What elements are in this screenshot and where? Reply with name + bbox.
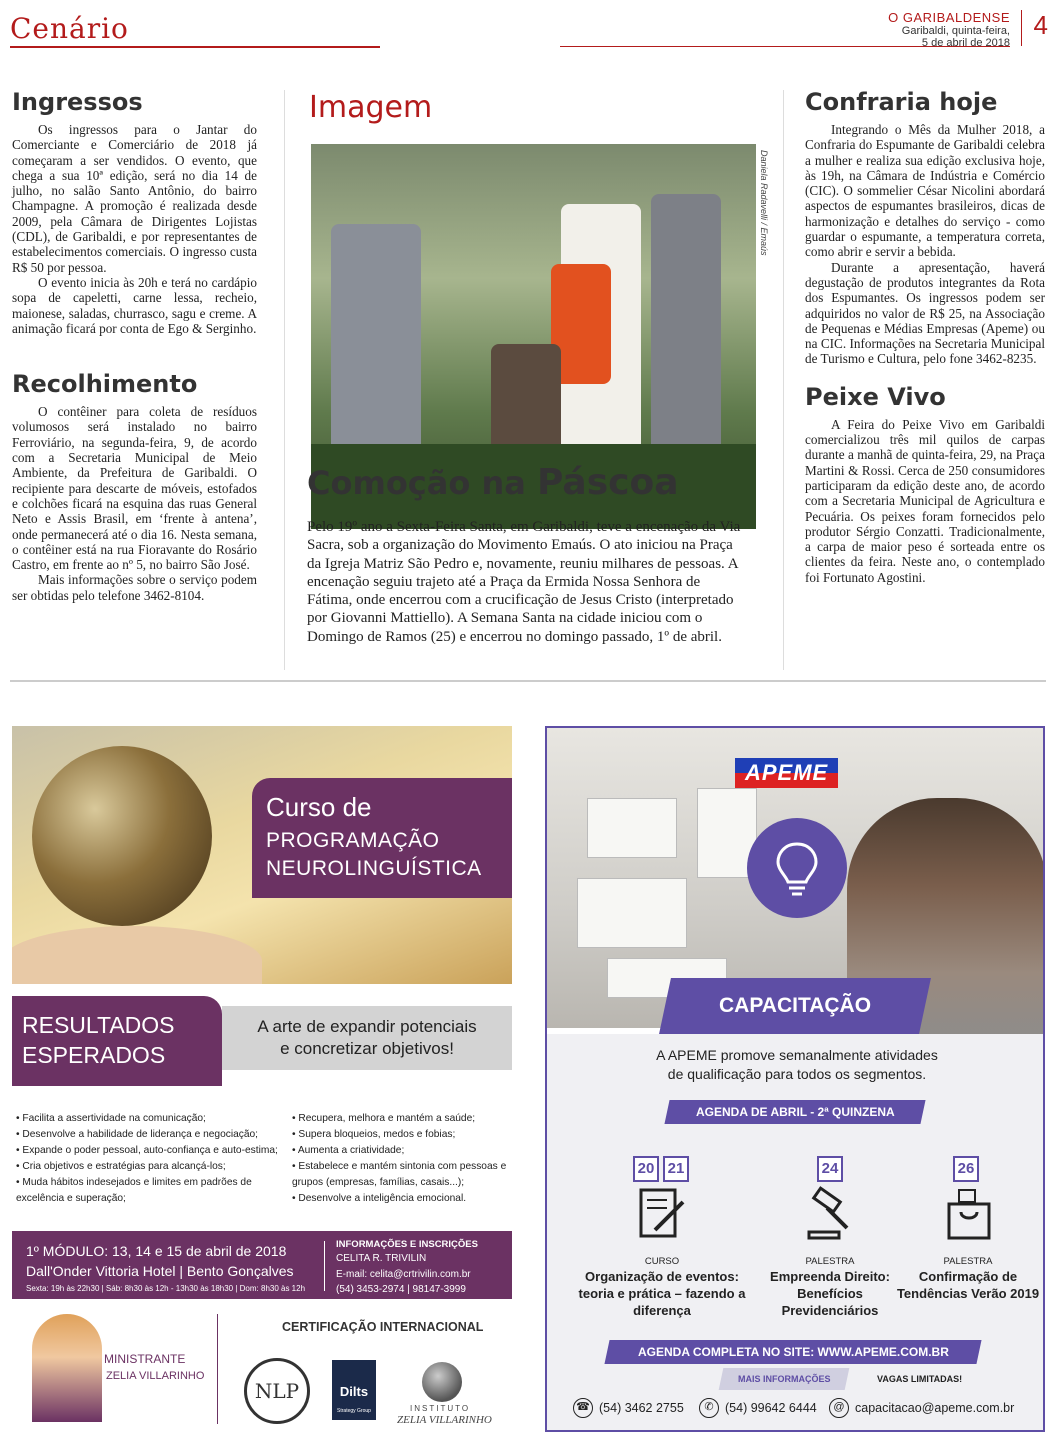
article-title-recolhimento: Recolhimento [12,370,198,399]
article-title-confraria: Confraria hoje [805,88,998,116]
pnl-course-ad [12,726,512,1432]
event-date: 24 [817,1156,843,1182]
paper-date: 5 de abril de 2018 [921,37,1010,49]
email-icon: @ [829,1398,849,1418]
section-title: Cenário [10,12,129,45]
promo-line: de qualificação para todos os segmentos. [667,1066,927,1082]
institute-label: INSTITUTO [410,1404,471,1413]
document-pen-icon [631,1184,691,1244]
agenda-banner [664,1100,925,1124]
module-schedule: Sexta: 19h às 22h30 | Sáb: 8h30 às 12h - 13h30 às 18h30 | Dom: 8h30 às 12h [26,1284,306,1293]
ad-content [547,1034,1043,1430]
page-number: 4 [1033,10,1048,40]
article-paragraph: A Feira do Peixe Vivo em Garibaldi comercializou três mil quilos de carpas durante a manhã de quinta-feira, 29, na Praça Martini & Rossi. Cerca de 250 consumidores participaram da edição deste ano, de acordo com a Secretaria Municipal de Agricultura e Pecuária. Os peixes foram fornecidos pelo produtor Sérgio Conzatti. Tradicionalmente, a carpa de maior peso é sorteada entre os clientes da feira. Neste ano, o contemplado foi Fortunato Agostini. [805,416,1045,585]
avatar [32,1314,102,1422]
middle-column [284,90,784,670]
seal-text: NLP [254,1379,300,1403]
apeme-ad [545,726,1045,1432]
list-item: • Desenvolve a inteligência emocional. [292,1191,512,1207]
info-heading: INFORMAÇÕES E INSCRIÇÕES [336,1239,478,1250]
more-info-text: MAIS INFORMAÇÕES [737,1374,831,1384]
certification-label: CERTIFICAÇÃO INTERNACIONAL [282,1320,484,1334]
contact-whatsapp[interactable] [699,1398,817,1418]
photo-figure-soldier-left [331,224,421,454]
dilts-name: Dilts [339,1384,369,1399]
info-email: E-mail: celita@crtrivilin.com.br [336,1269,471,1280]
banner-text: CAPACITAÇÃO [718,994,872,1017]
minister-label: MINISTRANTE [104,1352,186,1366]
list-item: • Supera bloqueios, medos e fobias; [292,1127,512,1143]
module-venue: Dall'Onder Vittoria Hotel | Bento Gonçalves [26,1263,294,1279]
whatsapp-icon: ✆ [699,1398,719,1418]
list-item: • Facilita a assertividade na comunicação; [16,1111,286,1127]
event-title: Confirmação de Tendências Verão 2019 [896,1269,1040,1301]
event-type: PALESTRA [943,1256,993,1267]
page-divider [10,680,1046,682]
ad-hero-image [12,726,512,984]
module-dates: 1º MÓDULO: 13, 14 e 15 de abril de 2018 [26,1243,287,1259]
info-phone: (54) 3453-2974 | 98147-3999 [336,1284,466,1295]
article-paragraph: Mais informações sobre o serviço podem ser obtidas pelo telefone 3462-8104. [12,572,257,603]
left-column [12,88,257,603]
slogan-box [222,1006,512,1070]
promo-text [587,1046,1007,1084]
list-item: • Recupera, melhora e mantém a saúde; [292,1111,512,1127]
minister-name: ZELIA VILLARINHO [106,1370,205,1382]
photo-figure-soldier-right [651,194,721,454]
contact-phone[interactable] [573,1398,684,1418]
photo-credit: Daniela Radavelli / Emaús [759,150,769,256]
capacitacao-banner [659,978,931,1034]
institute-logo-icon [422,1362,462,1402]
email-text: capacitacao@apeme.com.br [855,1401,1015,1415]
phone-text: (54) 3462 2755 [599,1401,684,1415]
dilts-subtitle: Strategy Group [337,1408,371,1414]
module-info-bar [12,1231,512,1299]
whatsapp-text: (54) 99642 6444 [725,1401,817,1415]
list-item: • Expande o poder pessoal, auto-confiança e auto-estima; [16,1143,286,1159]
imagem-section-title: Imagem [309,90,433,125]
article-body: Pelo 19º ano a Sexta-Feira Santa, em Garibaldi, teve a encenação da Via Sacra, sob a organização do Movimento Emaús. O ato iniciou na Praça da Igreja Matriz São Pedro e, novamente, reuniu milhares de pessoas. A encenação seguiu trajeto até a Praça da Ermida Nossa Senhora de Fátima, onde encerrou com a crucificação de Jesus Cristo (interpretado por Giovanni Mattiello). A Semana Santa na cidade iniciou com o Domingo de Ramos (25) e encerrou no domingo passado, 1º de abril. [307,519,741,645]
photo-figure-kneeling [491,344,561,454]
results-box [12,996,222,1086]
results-line: RESULTADOS [22,1012,175,1038]
site-text: AGENDA COMPLETA NO SITE: WWW.APEME.COM.BR [637,1345,949,1359]
benefits-list-right [292,1111,512,1207]
event-date: 20 [633,1156,659,1182]
limited-spots: VAGAS LIMITADAS! [877,1374,963,1384]
list-item: • Estabelece e mantém sintonia com pessoas e grupos (empresas, famílias, casais...); [292,1159,512,1191]
globe-icon [32,746,212,926]
page-number-divider [1021,10,1022,46]
article-title-ingressos: Ingressos [12,88,143,116]
phone-icon: ☎ [573,1398,593,1418]
results-line: ESPERADOS [22,1042,166,1068]
footer-divider [217,1314,218,1424]
article-paragraph: Os ingressos para o Jantar do Comerciante e Comerciário de 2018 já começaram a ser vendidos. O evento, que chega a sua 10ª edição, será no dia 14 de julho, no salão Santo Antônio, do bairro Champagne. A promoção é realizada desde 2009, pela Câmara de Dirigentes Lojistas (CDL), de Garibaldi, e por representantes de estabelecimentos comerciais. O ingresso custa R$ 50 por pessoa. [12,122,257,275]
article-title-peixe-vivo: Peixe Vivo [805,382,946,411]
list-item: • Desenvolve a habilidade de liderança e negociação; [16,1127,286,1143]
apeme-logo: APEME [735,758,838,788]
site-banner[interactable] [604,1340,981,1364]
more-info-badge [719,1368,850,1390]
event-date: 21 [663,1156,689,1182]
slogan-line: e concretizar objetivos! [280,1039,454,1058]
event-date: 26 [953,1156,979,1182]
module-divider [324,1241,325,1291]
course-title-box [252,778,512,898]
event-title: Organização de eventos: teoria e prática – fazendo a diferença [578,1269,746,1318]
list-item: • Aumenta a criatividade; [292,1143,512,1159]
paper-name: O GARIBALDENSE [888,10,1010,25]
ad-footer [12,1304,512,1432]
course-title-line: NEUROLINGUÍSTICA [266,857,482,880]
list-item: • Cria objetivos e estratégias para alcançá-los; [16,1159,286,1175]
article-paragraph: Integrando o Mês da Mulher 2018, a Confraria do Espumante de Garibaldi celebra a mulher e realiza sua edição exclusiva hoje, às 19h, na Câmara de Indústria e Comércio (CIC). O sommelier César Nicolini abordará aspectos de espumantes brasileiros, dicas de harmonização e detalhes do serviço - como guardar o espumante, a temperatura correta, como abrir e servir a bebida. [805,122,1045,260]
info-contact-name: CELITA R. TRIVILIN [336,1253,427,1264]
event-type: CURSO [644,1256,680,1267]
paper-info [888,10,1010,49]
course-title-line: Curso de [266,792,372,822]
headline: Comoção na Páscoa [307,462,679,503]
hand-image [12,926,262,984]
right-column [805,88,1045,585]
institute-name: ZELIA VILLARINHO [397,1414,492,1426]
slogan-line: A arte de expandir potenciais [257,1017,477,1036]
agenda-text: AGENDA DE ABRIL - 2ª QUINZENA [695,1105,895,1119]
masthead-rule [10,46,380,48]
article-paragraph: Durante a apresentação, haverá degustação de produtos integrantes da Rota dos Espumantes. Os ingressos podem ser adquiridos no valor de R$ 25, na Associação de Pequenas e Médias Empresas (Apeme) ou na CIC. Informações na Secretaria Municipal de Turismo e Cultura, pelo fone 3462-8235. [805,259,1045,367]
course-title-line: PROGRAMAÇÃO [266,829,440,852]
gavel-icon [801,1184,861,1244]
shopping-bag-icon [939,1184,999,1244]
event-type: PALESTRA [805,1256,855,1267]
promo-line: A APEME promove semanalmente atividades [656,1047,938,1063]
contact-email[interactable] [829,1398,1014,1418]
lightbulb-icon [747,818,847,918]
article-paragraph: O contêiner para coleta de resíduos volumosos será instalado no bairro Ferroviário, na segunda-feira, 9, de acordo com a Secretaria Municipal de Meio Ambiente, da Prefeitura de Garibaldi. O recipiente para descarte de móveis, estofados e colchões ficará na esquina das ruas General Neto e Assis Brasil, em ‘frente à antena’, onde permanecerá até o dia 16. Nesta semana, o contêiner está na rua Fioravante do Rosário Castro, em frente ao nº 5, no bairro São José. [12,404,257,573]
paper-place: Garibaldi, quinta-feira, [901,25,1010,37]
sketch-paper [577,878,687,948]
sketch-paper [587,798,677,858]
nlp-seal-icon [244,1358,310,1424]
list-item: • Muda hábitos indesejados e limites em padrões de excelência e superação; [16,1175,286,1207]
event-title: Empreenda Direito: Benefícios Previdenciários [770,1269,890,1318]
article-paragraph: O evento inicia às 20h e terá no cardápio sopa de capeletti, carne lessa, recheio, maionese, saladas, churrasco, sagu e creme. A animação ficará por conta de Ego & Serginho. [12,274,257,336]
benefits-list-left [16,1111,286,1207]
